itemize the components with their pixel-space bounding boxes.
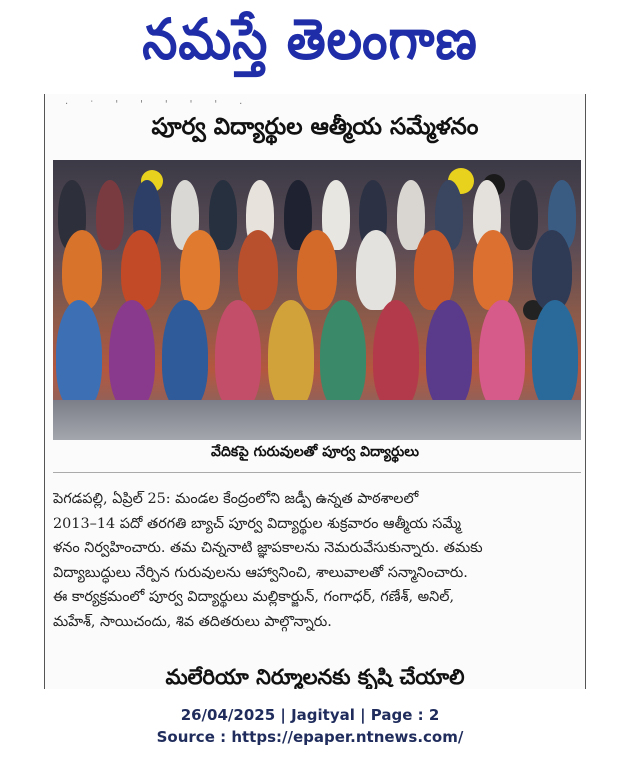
photo-caption: వేదికపై గురువులతో పూర్వ విద్యార్థులు: [211, 444, 419, 460]
body-line: 2013–14 పదో తరగతి బ్యాచ్ పూర్వ విద్యార్థుల శుక్రవారం ఆత్మీయ సమ్మే: [53, 515, 461, 532]
cut-text-fragment: ·ॱ'''''·: [65, 99, 265, 106]
footer-source-url: Source : https://epaper.ntnews.com/: [156, 728, 464, 746]
article-headline: పూర్వ విద్యార్థుల ఆత్మీయ సమ్మేళనం: [151, 114, 479, 140]
body-line: ఈ కార్యక్రమంలో పూర్వ విద్యార్థులు మల్లికార్జున్, గంగాధర్, గణేశ్, అనిల్,: [53, 589, 455, 606]
source-footer: [0, 704, 620, 748]
masthead-title: నమస్తే తెలంగాణ: [142, 5, 478, 72]
photo-floor: [53, 400, 581, 440]
body-line: పెగడపల్లి, ఏప్రిల్ 25: మండల కేంద్రంలోని జడ్పీ ఉన్నత పాఠశాలలో: [53, 491, 419, 507]
body-line: విద్యాబుద్ధులు నేర్పిన గురువులను ఆహ్వానించి, శాలువాలతో సన్మానించారు.: [53, 564, 468, 581]
body-line: మహేశ్, సాయిచందు, శివ తదితరులు పాల్గొన్నారు.: [53, 613, 332, 630]
article-body: [53, 487, 581, 635]
newspaper-masthead: [0, 0, 620, 92]
next-article-headline: మలేరియా నిర్మూలనకు కృషి చేయాలి: [165, 665, 465, 689]
footer-date-edition: 26/04/2025 | Jagityal | Page : 2: [180, 706, 440, 724]
caption-divider: [53, 472, 581, 473]
news-clipping: [44, 94, 586, 689]
body-line: ళనం నిర్వహించారు. తమ చిన్ననాటి జ్ఞాపకాలను నెమరువేసుకున్నారు. తమకు: [53, 540, 483, 557]
article-photo: [53, 160, 581, 440]
